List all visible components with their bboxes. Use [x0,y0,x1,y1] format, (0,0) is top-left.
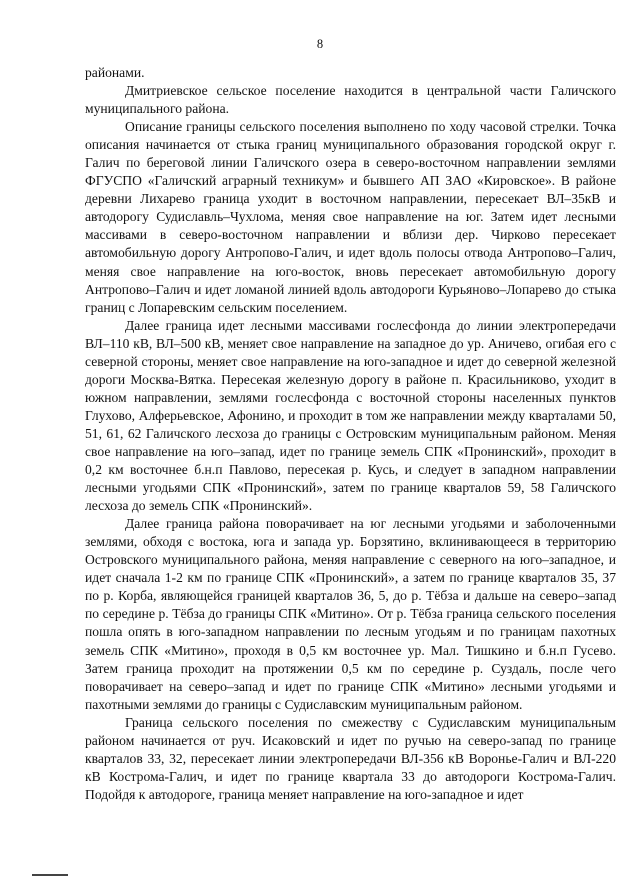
paragraph-boundary-south: Далее граница района поворачивает на юг лесными угодьями и заболоченными землями, обходя с востока, юга и запада ур. Борзятино, вклинивающееся в территорию Островского муниципального района, меняя направление с северного на юго–западное, и идет сначала 1-2 км по границе СПК «Пронинский», а затем по границе кварталов 35, 37 по р. Корба, являющейся границей кварталов 36, 5, до р. Тёбза и дальше на северо–запад по середине р. Тёбза до границы СПК «Митино». От р. Тёбза граница сельского поселения пошла опять в юго-западном направлении по лесным угодьям и по границам пахотных земель СПК «Митино», проходя в 0,5 км восточнее ур. Мал. Тишкино и б.н.п Гусево. Затем граница проходит на протяжении 0,5 км по середине р. Суздаль, после чего поворачивает на северо–запад и идет по границе СПК «Митино» лесными угодьями и пахотными землями до границы с Судиславским муниципальным районом. [85,516,616,712]
paragraph-boundary-sudislavl: Граница сельского поселения по смежеству с Судиславским муниципальным районом начинается от руч. Исаковский и идет по ручью на северо-запад по границе кварталов 33, 32, пересекает линии электропередачи ВЛ-356 кВ Воронье-Галич и ВЛ-220 кВ Кострома-Галич, и идет по границе квартала 33 до автодороги Кострома-Галич. Подойдя к автодороге, граница меняет направление на юго-западное и идет [85,714,616,802]
paragraph-location: Дмитриевское сельское поселение находится в центральной части Галичского муниципального района. [85,83,616,117]
scan-edge-mark [32,874,68,876]
paragraph-boundary-start: Описание границы сельского поселения выполнено по ходу часовой стрелки. Точка описания начинается от стыка границ муниципального образования городской округ г. Галич по береговой линии Галичского озера в северо-восточном направлении землями ФГУСПО «Галичский аграрный техникум» и бывшего АП ЗАО «Кировское». В районе деревни Лихарево граница уходит в восточном направлении, пересекает ВЛ–35кВ и автодорогу Судиславль–Чухлома, меняя свое направление на юг. Затем идет лесными массивами в северо-восточном направлении и вблизи дер. Чирково пересекает автомобильную дорогу Антропово-Галич, и идет вдоль полосы отвода Антропово–Галич, меняя свое направление на юго-восток, вновь пересекает автомобильную дорогу Антропово–Галич и идет ломаной линией вдоль автодороги Курьяново–Лопарево до стыка границ с Лопаревским сельским поселением. [85,119,616,315]
paragraph-continuation: районами. [85,65,145,80]
paragraph-boundary-forest: Далее граница идет лесными массивами гослесфонда до линии электропередачи ВЛ–110 кВ, ВЛ–500 кВ, меняет свое направление на западное до ур. Аничево, огибая его с северной стороны, меняет свое направление на юго-западное и идет до северной железной дороги Москва-Вятка. Пересекая железную дорогу в районе п. Красильниково, уходит в южном направлении, землями гослесфонда с восточной стороны населенных пунктов Глухово, Алферьевское, Афонино, и проходит в том же направлении между кварталами 50, 51, 61, 62 Галичского лесхоза до границы с Островским муниципальным районом. Меняя свое направление на юго–запад, идет по границе земель СПК «Пронинский», проходит в 0,2 км восточнее б.н.п Павлово, пересекая р. Кусь, и следует в западном направлении лесными угодьями СПК «Пронинский», затем по границе кварталов 59, 58 Галичского лесхоза до земель СПК «Пронинский». [85,317,616,514]
page-number: 8 [316,37,324,51]
document-body [85,64,616,804]
